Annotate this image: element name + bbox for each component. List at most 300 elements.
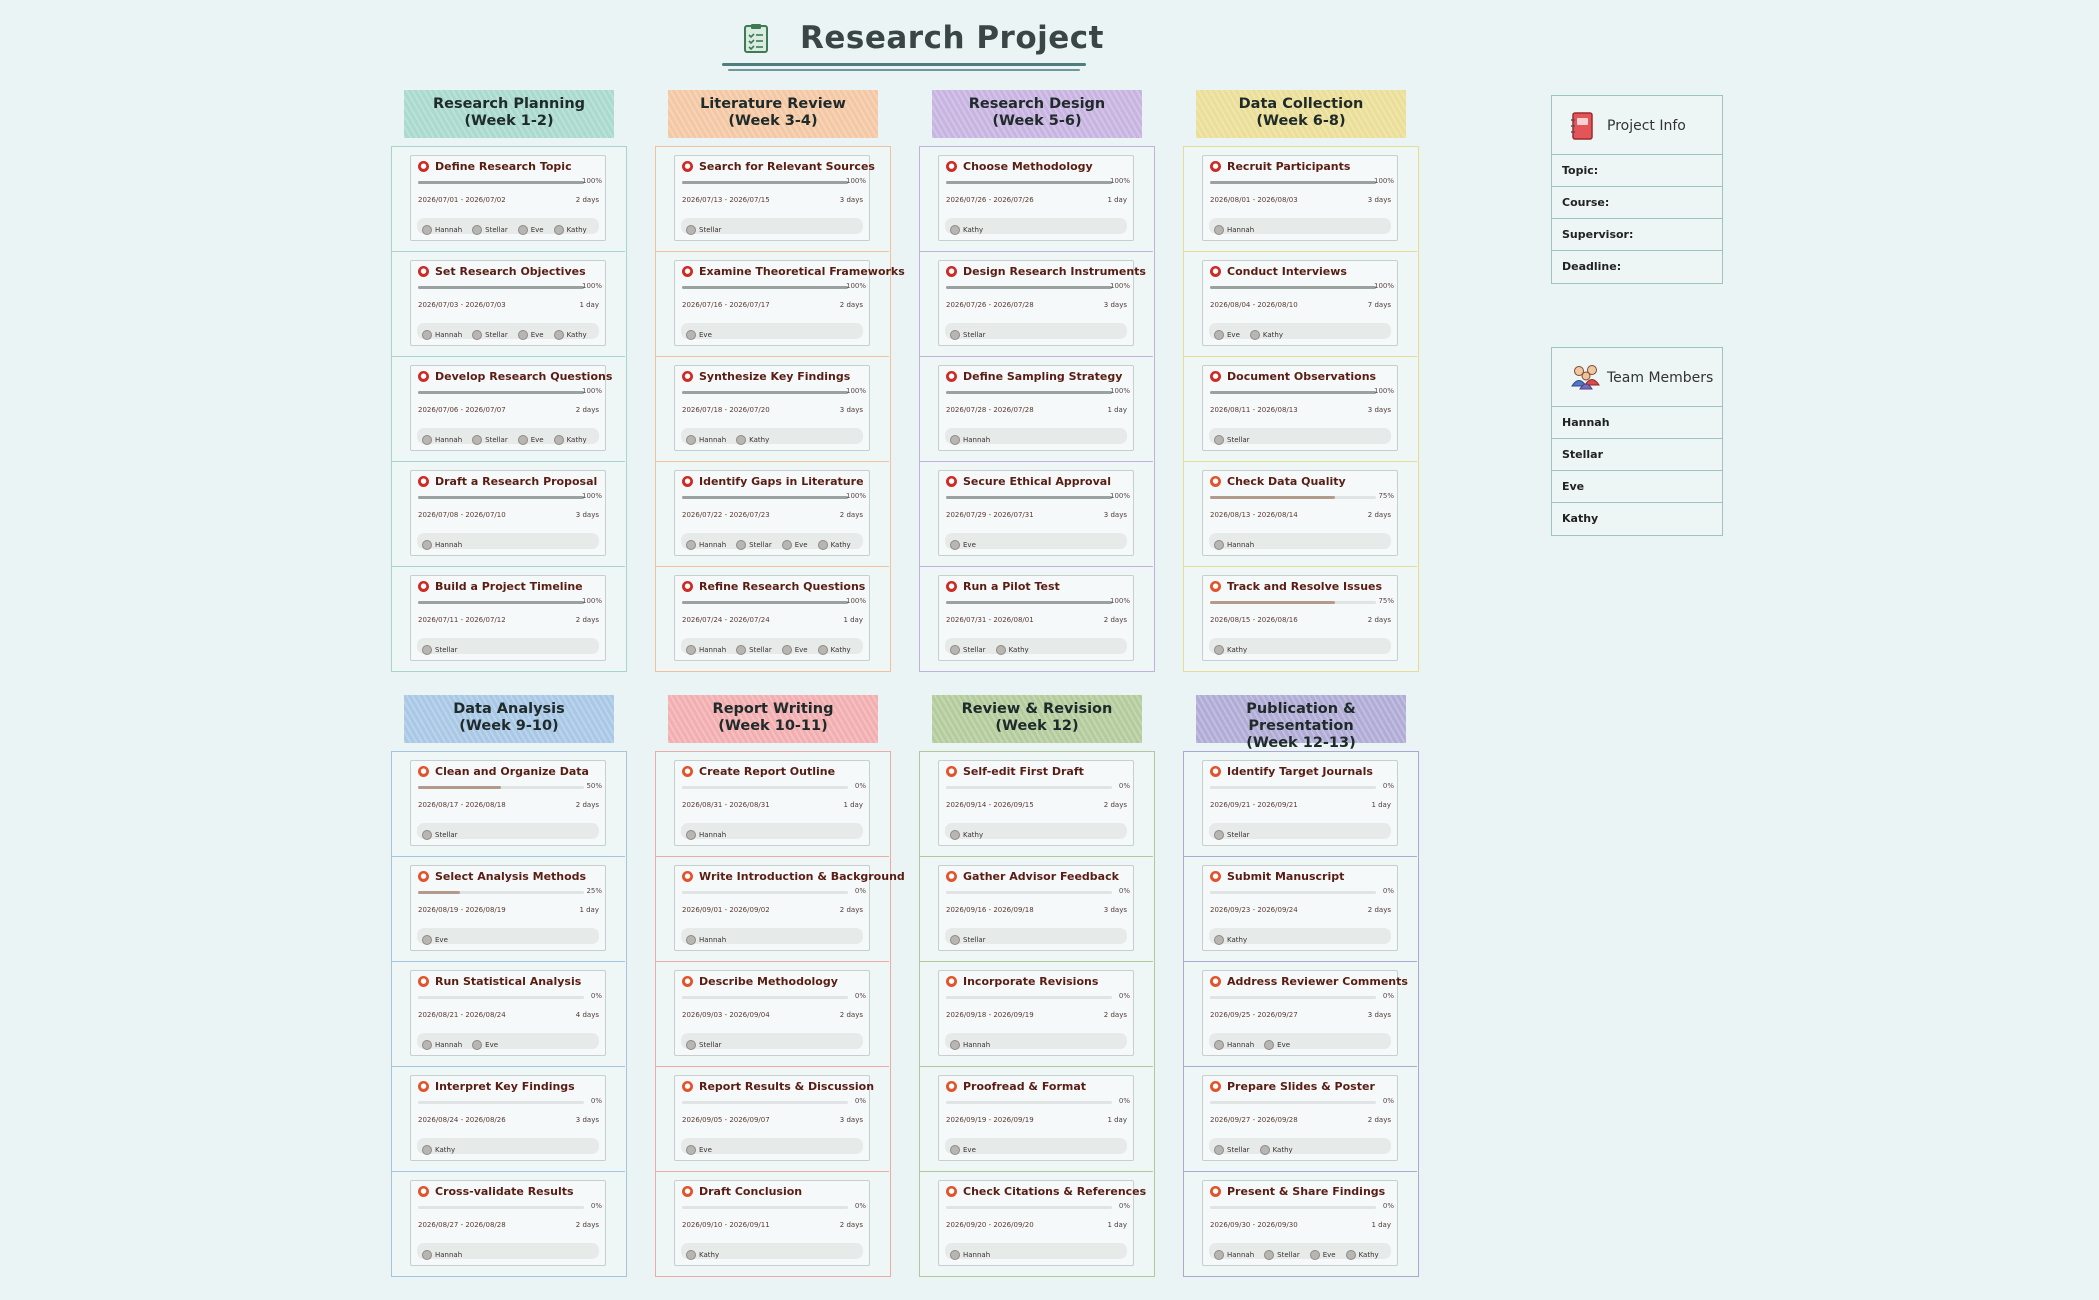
assignee-chip[interactable]: [686, 323, 712, 339]
task-card[interactable]: [410, 865, 606, 951]
task-dates: 2026/08/17 - 2026/08/18: [418, 801, 506, 809]
team-member-row[interactable]: Kathy: [1562, 512, 1599, 525]
assignee-chip[interactable]: [1346, 1243, 1379, 1259]
task-cell: [392, 252, 625, 357]
assignee-chip[interactable]: [1214, 323, 1240, 339]
task-assignees: [417, 928, 599, 944]
assignee-chip[interactable]: [422, 1033, 462, 1049]
progress-percent: 50%: [586, 782, 602, 790]
task-card[interactable]: [674, 865, 905, 951]
assignee-chip[interactable]: [782, 638, 808, 654]
avatar-icon: [1264, 1040, 1274, 1050]
task-title: Conduct Interviews: [1227, 265, 1347, 278]
avatar-icon: [686, 330, 696, 340]
task-card[interactable]: [410, 575, 606, 661]
avatar-icon: [1214, 1250, 1224, 1260]
task-title: Define Sampling Strategy: [963, 370, 1123, 383]
task-dates: 2026/07/13 - 2026/07/15: [682, 196, 770, 204]
task-card[interactable]: [1202, 970, 1408, 1056]
progress-bar: [682, 1206, 848, 1209]
progress-bar: [946, 181, 1112, 184]
task-cell: [1184, 357, 1417, 462]
progress-bar: [1210, 1206, 1376, 1209]
task-assignees: [681, 1243, 863, 1259]
assignee-chip[interactable]: [422, 638, 458, 654]
task-cell: [1184, 752, 1417, 857]
task-card[interactable]: [410, 970, 606, 1056]
task-card[interactable]: [674, 575, 870, 661]
info-row-deadline[interactable]: [1552, 251, 1722, 283]
task-card[interactable]: [674, 155, 875, 241]
task-assignees: [681, 1138, 863, 1154]
task-dates: 2026/09/25 - 2026/09/27: [1210, 1011, 1298, 1019]
task-card[interactable]: [674, 1180, 870, 1266]
progress-bar-fill: [418, 286, 584, 289]
assignee-chip[interactable]: [686, 1243, 719, 1259]
task-cell: [920, 752, 1153, 857]
task-cell: [656, 857, 905, 962]
assignee-name: Stellar: [1227, 436, 1250, 444]
assignee-chip[interactable]: [686, 533, 726, 549]
progress-percent: 0%: [1382, 1202, 1394, 1210]
task-assignees: [681, 638, 863, 654]
progress-percent: 100%: [1109, 177, 1130, 185]
avatar-icon: [1214, 1145, 1224, 1155]
phase-column: [391, 90, 627, 654]
assignee-chip[interactable]: [1214, 1243, 1254, 1259]
task-card[interactable]: [1202, 1075, 1398, 1161]
task-card[interactable]: [938, 155, 1134, 241]
assignee-chip[interactable]: [1214, 928, 1247, 944]
avatar-icon: [422, 1250, 432, 1260]
assignee-chip[interactable]: [736, 638, 772, 654]
task-card[interactable]: [1202, 575, 1398, 661]
task-assignees: [945, 638, 1127, 654]
task-cell: [656, 357, 889, 462]
assignee-chip[interactable]: [950, 533, 976, 549]
team-member-row[interactable]: Eve: [1552, 471, 1722, 503]
avatar-icon: [950, 435, 960, 445]
avatar-icon: [518, 435, 528, 445]
task-cell: [656, 1067, 889, 1172]
assignee-name: Kathy: [963, 226, 984, 234]
task-card[interactable]: [674, 1075, 875, 1161]
project-info-panel: [1551, 95, 1723, 284]
assignee-chip[interactable]: [1214, 1033, 1254, 1049]
progress-percent: 100%: [1373, 282, 1394, 290]
assignee-chip[interactable]: [422, 823, 458, 839]
assignee-name: Eve: [1277, 1041, 1291, 1049]
task-status-icon: ●: [682, 976, 693, 987]
phase-column: [1183, 90, 1419, 654]
task-card[interactable]: [410, 470, 606, 556]
assignee-chip[interactable]: [736, 428, 769, 444]
progress-percent: 100%: [845, 282, 866, 290]
task-status-icon: ●: [946, 266, 957, 277]
progress-percent: 75%: [1378, 492, 1394, 500]
assignee-chip[interactable]: [422, 533, 462, 549]
assignee-chip[interactable]: [422, 323, 462, 339]
task-title: Interpret Key Findings: [435, 1080, 575, 1093]
avatar-icon: [782, 645, 792, 655]
task-card[interactable]: [1202, 760, 1398, 846]
info-row-supervisor[interactable]: [1552, 219, 1722, 251]
task-duration: 7 days: [1367, 301, 1391, 309]
phase-header-weeks: (Week 10-11): [718, 718, 828, 734]
progress-percent: 75%: [1378, 597, 1394, 605]
progress-percent: 0%: [1382, 1097, 1394, 1105]
assignee-name: Kathy: [566, 331, 587, 339]
assignee-chip[interactable]: [1214, 218, 1254, 234]
task-assignees: [417, 218, 599, 234]
task-title: Check Data Quality: [1227, 475, 1346, 488]
assignee-chip[interactable]: [950, 1243, 990, 1259]
task-card[interactable]: [674, 470, 870, 556]
task-card[interactable]: [674, 760, 870, 846]
task-title: Secure Ethical Approval: [963, 475, 1111, 488]
avatar-icon: [422, 435, 432, 445]
assignee-name: Stellar: [699, 226, 722, 234]
assignee-chip[interactable]: [950, 323, 986, 339]
assignee-chip[interactable]: [1214, 823, 1250, 839]
progress-bar: [946, 496, 1112, 499]
notebook-icon: [1570, 112, 1594, 140]
task-duration: 1 day: [579, 906, 599, 914]
progress-percent: 0%: [590, 1202, 602, 1210]
task-duration: 1 day: [843, 801, 863, 809]
assignee-chip[interactable]: [422, 428, 462, 444]
progress-bar: [682, 286, 848, 289]
assignee-chip[interactable]: [950, 218, 983, 234]
task-cell: [656, 147, 889, 252]
task-status-icon: ●: [418, 581, 429, 592]
progress-bar: [418, 996, 584, 999]
progress-bar-fill: [418, 496, 584, 499]
assignee-chip[interactable]: [472, 218, 508, 234]
assignee-name: Kathy: [830, 646, 851, 654]
progress-bar-fill: [946, 181, 1112, 184]
progress-bar-fill: [946, 601, 1112, 604]
assignee-chip[interactable]: [422, 928, 448, 944]
phase-header-title: Data Collection: [1238, 96, 1364, 112]
assignee-chip[interactable]: [422, 1243, 462, 1259]
task-card[interactable]: [1202, 365, 1398, 451]
assignee-chip[interactable]: [686, 928, 726, 944]
assignee-chip[interactable]: [1264, 1243, 1300, 1259]
assignee-chip[interactable]: [950, 428, 990, 444]
task-dates: 2026/08/19 - 2026/08/19: [418, 906, 506, 914]
task-duration: 3 days: [1103, 906, 1127, 914]
task-title: Draft a Research Proposal: [435, 475, 598, 488]
phase-task-list: [919, 146, 1155, 672]
progress-bar-fill: [1210, 601, 1335, 604]
task-status-icon: ●: [1210, 871, 1221, 882]
task-title: Address Reviewer Comments: [1227, 975, 1408, 988]
task-dates: 2026/07/22 - 2026/07/23: [682, 511, 770, 519]
task-card[interactable]: [1202, 1180, 1398, 1266]
task-card[interactable]: [674, 365, 870, 451]
assignee-chip[interactable]: [1214, 533, 1254, 549]
assignee-chip[interactable]: [996, 638, 1029, 654]
task-duration: 2 days: [1367, 906, 1391, 914]
progress-bar: [418, 391, 584, 394]
progress-percent: 100%: [581, 177, 602, 185]
team-member-row[interactable]: Stellar: [1552, 439, 1722, 471]
assignee-name: Hannah: [435, 331, 463, 339]
info-row-topic[interactable]: [1552, 155, 1722, 187]
avatar-icon: [422, 645, 432, 655]
assignee-name: Hannah: [699, 436, 727, 444]
task-duration: 2 days: [1367, 1116, 1391, 1124]
assignee-chip[interactable]: [818, 638, 851, 654]
avatar-icon: [950, 1250, 960, 1260]
assignee-chip[interactable]: [686, 428, 726, 444]
progress-percent: 0%: [1118, 1202, 1130, 1210]
progress-percent: 0%: [590, 992, 602, 1000]
task-duration: 1 day: [1107, 406, 1127, 414]
progress-percent: 0%: [1118, 782, 1130, 790]
progress-bar-fill: [418, 891, 460, 894]
progress-bar: [682, 181, 848, 184]
task-card[interactable]: [938, 575, 1134, 661]
assignee-chip[interactable]: [950, 1138, 976, 1154]
avatar-icon: [1214, 935, 1224, 945]
task-status-icon: ●: [946, 161, 957, 172]
assignee-chip[interactable]: [950, 638, 986, 654]
progress-percent: 0%: [854, 887, 866, 895]
task-assignees: [945, 928, 1127, 944]
assignee-name: Kathy: [1272, 1146, 1293, 1154]
task-cell: [392, 962, 625, 1067]
phase-header: [668, 90, 878, 138]
task-card[interactable]: [938, 760, 1134, 846]
task-title: Identify Gaps in Literature: [699, 475, 864, 488]
avatar-icon: [422, 830, 432, 840]
phase-header: [932, 90, 1142, 138]
avatar-icon: [554, 330, 564, 340]
avatar-icon: [736, 645, 746, 655]
assignee-name: Kathy: [1227, 646, 1248, 654]
task-card[interactable]: [674, 970, 870, 1056]
task-assignees: [417, 1138, 599, 1154]
progress-bar-fill: [946, 286, 1112, 289]
task-status-icon: ●: [682, 766, 693, 777]
task-card[interactable]: [938, 970, 1134, 1056]
task-title: Identify Target Journals: [1227, 765, 1373, 778]
task-card[interactable]: [938, 1180, 1147, 1266]
progress-bar: [946, 286, 1112, 289]
assignee-chip[interactable]: [1214, 428, 1250, 444]
task-title: Select Analysis Methods: [435, 870, 587, 883]
assignee-chip[interactable]: [1260, 1138, 1293, 1154]
task-dates: 2026/08/27 - 2026/08/28: [418, 1221, 506, 1229]
assignee-chip[interactable]: [950, 823, 983, 839]
task-status-icon: ●: [946, 371, 957, 382]
phase-header-title: Report Writing: [712, 701, 834, 717]
task-title: Set Research Objectives: [435, 265, 586, 278]
task-assignees: [945, 323, 1127, 339]
assignee-chip[interactable]: [686, 638, 726, 654]
task-dates: 2026/07/28 - 2026/07/28: [946, 406, 1034, 414]
assignee-name: Stellar: [749, 541, 772, 549]
progress-bar: [1210, 286, 1376, 289]
avatar-icon: [1260, 1145, 1270, 1155]
task-cell: [656, 462, 889, 567]
task-title: Write Introduction & Background: [699, 870, 905, 883]
avatar-icon: [518, 330, 528, 340]
task-card[interactable]: [938, 365, 1134, 451]
team-members-panel: [1551, 347, 1723, 536]
task-card[interactable]: [938, 470, 1134, 556]
task-cell: [920, 1172, 1153, 1277]
task-assignees: [1209, 218, 1391, 234]
info-row-course[interactable]: [1552, 187, 1722, 219]
progress-bar-fill: [1210, 496, 1335, 499]
assignee-chip[interactable]: [1214, 1138, 1250, 1154]
assignee-chip[interactable]: [472, 323, 508, 339]
assignee-chip[interactable]: [518, 323, 544, 339]
progress-percent: 0%: [854, 992, 866, 1000]
task-dates: 2026/08/01 - 2026/08/03: [1210, 196, 1298, 204]
assignee-chip[interactable]: [1214, 638, 1247, 654]
task-card[interactable]: [1202, 155, 1398, 241]
task-duration: 1 day: [1107, 1116, 1127, 1124]
task-cell: [920, 462, 1153, 567]
assignee-chip[interactable]: [782, 533, 808, 549]
task-dates: 2026/07/08 - 2026/07/10: [418, 511, 506, 519]
task-card[interactable]: [1202, 865, 1398, 951]
assignee-chip[interactable]: [422, 218, 462, 234]
progress-bar-fill: [418, 181, 584, 184]
info-label: Topic:: [1562, 164, 1599, 177]
assignee-chip[interactable]: [554, 323, 587, 339]
task-dates: 2026/09/20 - 2026/09/20: [946, 1221, 1034, 1229]
assignee-chip[interactable]: [950, 928, 986, 944]
task-card[interactable]: [1202, 470, 1398, 556]
task-dates: 2026/07/11 - 2026/07/12: [418, 616, 506, 624]
assignee-chip[interactable]: [518, 428, 544, 444]
task-title: Build a Project Timeline: [435, 580, 583, 593]
task-status-icon: ●: [418, 976, 429, 987]
assignee-name: Hannah: [1227, 226, 1255, 234]
task-card[interactable]: [674, 260, 905, 346]
phase-column: [919, 90, 1155, 654]
team-members-title: Team Members: [1607, 370, 1714, 386]
phase-header-title: Data Analysis: [453, 701, 565, 717]
assignee-chip[interactable]: [736, 533, 772, 549]
task-title: Track and Resolve Issues: [1227, 580, 1383, 593]
phase-header-weeks: (Week 9-10): [459, 718, 559, 734]
task-card[interactable]: [1202, 260, 1398, 346]
assignee-name: Stellar: [963, 936, 986, 944]
task-cell: [920, 567, 1153, 672]
task-assignees: [1209, 1243, 1391, 1259]
assignee-chip[interactable]: [686, 823, 726, 839]
task-card[interactable]: [938, 865, 1134, 951]
task-card[interactable]: [410, 260, 606, 346]
task-card[interactable]: [410, 365, 613, 451]
task-title: Develop Research Questions: [435, 370, 613, 383]
avatar-icon: [422, 1145, 432, 1155]
phase-column: [1183, 695, 1419, 1259]
progress-bar: [682, 601, 848, 604]
assignee-chip[interactable]: [950, 1033, 990, 1049]
assignee-chip[interactable]: [1250, 323, 1283, 339]
progress-bar: [682, 996, 848, 999]
progress-bar: [418, 891, 584, 894]
assignee-chip[interactable]: [518, 218, 544, 234]
assignee-name: Hannah: [699, 541, 727, 549]
assignee-name: Kathy: [1008, 646, 1029, 654]
task-card[interactable]: [938, 260, 1146, 346]
assignee-chip[interactable]: [818, 533, 851, 549]
avatar-icon: [1214, 645, 1224, 655]
task-status-icon: ●: [1210, 161, 1221, 172]
task-assignees: [417, 533, 599, 549]
task-cell: [392, 567, 625, 672]
assignee-name: Eve: [1227, 331, 1240, 339]
assignee-chip[interactable]: [422, 1138, 455, 1154]
assignee-chip[interactable]: [472, 1033, 498, 1049]
progress-bar-fill: [682, 286, 848, 289]
assignee-name: Hannah: [963, 1041, 991, 1049]
task-status-icon: ●: [1210, 766, 1221, 777]
progress-percent: 0%: [1118, 887, 1130, 895]
assignee-chip[interactable]: [686, 218, 722, 234]
task-card[interactable]: [410, 1075, 606, 1161]
task-duration: 3 days: [1103, 511, 1127, 519]
assignee-name: Eve: [530, 436, 544, 444]
task-assignees: [417, 428, 599, 444]
assignee-chip[interactable]: [554, 428, 587, 444]
assignee-chip[interactable]: [472, 428, 508, 444]
avatar-icon: [554, 225, 564, 235]
task-title: Prepare Slides & Poster: [1227, 1080, 1375, 1093]
progress-bar-fill: [946, 391, 1112, 394]
assignee-chip[interactable]: [686, 1138, 712, 1154]
task-card[interactable]: [410, 155, 606, 241]
assignee-name: Hannah: [963, 436, 991, 444]
task-cell: [920, 147, 1153, 252]
task-dates: 2026/09/21 - 2026/09/21: [1210, 801, 1298, 809]
progress-bar: [418, 601, 584, 604]
task-title: Present & Share Findings: [1227, 1185, 1386, 1198]
progress-percent: 100%: [845, 387, 866, 395]
assignee-chip[interactable]: [554, 218, 587, 234]
assignee-chip[interactable]: [1310, 1243, 1336, 1259]
assignee-chip[interactable]: [686, 1033, 722, 1049]
assignee-chip[interactable]: [1264, 1033, 1290, 1049]
task-card[interactable]: [410, 1180, 606, 1266]
task-assignees: [417, 323, 599, 339]
phase-task-list: [919, 751, 1155, 1277]
team-member-row[interactable]: Hannah: [1552, 407, 1722, 439]
task-status-icon: ●: [946, 1186, 957, 1197]
avatar-icon: [554, 435, 564, 445]
progress-bar: [1210, 181, 1376, 184]
assignee-name: Stellar: [749, 646, 772, 654]
task-status-icon: ●: [418, 371, 429, 382]
task-card[interactable]: [938, 1075, 1134, 1161]
progress-bar: [682, 496, 848, 499]
task-title: Design Research Instruments: [963, 265, 1146, 278]
task-dates: 2026/09/03 - 2026/09/04: [682, 1011, 770, 1019]
task-dates: 2026/07/26 - 2026/07/26: [946, 196, 1034, 204]
task-cell: [392, 857, 625, 962]
task-assignees: [681, 533, 863, 549]
task-card[interactable]: [410, 760, 606, 846]
task-dates: 2026/07/29 - 2026/07/31: [946, 511, 1034, 519]
